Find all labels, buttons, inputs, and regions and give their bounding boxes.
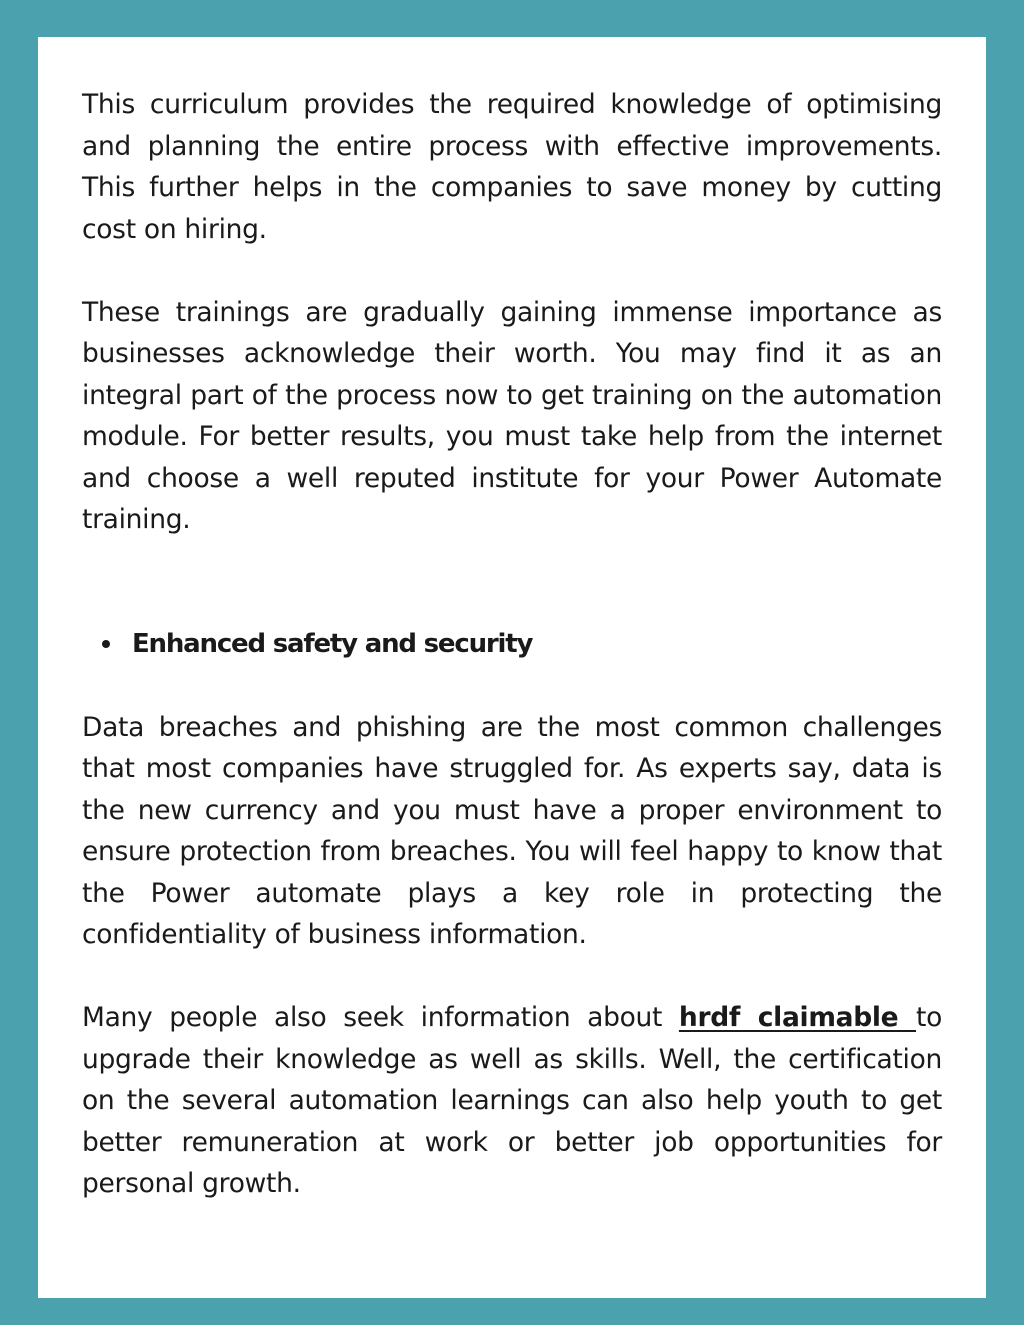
document-body [82,84,942,1205]
paragraph-spacer [82,250,942,292]
paragraph-curriculum: This curriculum provides the required knowledge of optimising and planning the entire process with effective improvements. This further helps in the companies to save money by cutting cost on hiring. [82,89,942,245]
bullet-dot-icon [102,640,110,648]
bullet-heading: Enhanced safety and security [132,628,533,659]
paragraph-data-breaches: Data breaches and phishing are the most common challenges that most companies have struggled for. As experts say, data is the new currency and you must have a proper environment to ensure protection from breaches. You will feel happy to know that the Power automate plays a key role in protecting the confidentiality of business information. [82,711,942,950]
document-page [38,37,986,1298]
paragraph-hrdf [82,997,942,1205]
paragraph-spacer [82,956,942,998]
bullet-item [102,624,942,666]
paragraph-hrdf-intro: Many people also seek information about [82,1002,679,1033]
hrdf-claimable-link[interactable]: hrdf claimable [678,1002,916,1033]
section-spacer [82,541,942,624]
paragraph-trainings: These trainings are gradually gaining immense importance as businesses acknowledge their worth. You may find it as an integral part of the process now to get training on the automation module. For better results, you must take help from the internet and choose a well reputed institute for your Power Automate training. [82,296,942,535]
paragraph-hrdf-rest: to upgrade their knowledge as well as skills. Well, the certification on the several automation learnings can also help youth to get better remuneration at work or better job opportunities for personal growth. [82,1002,942,1199]
paragraph-spacer [82,665,942,707]
